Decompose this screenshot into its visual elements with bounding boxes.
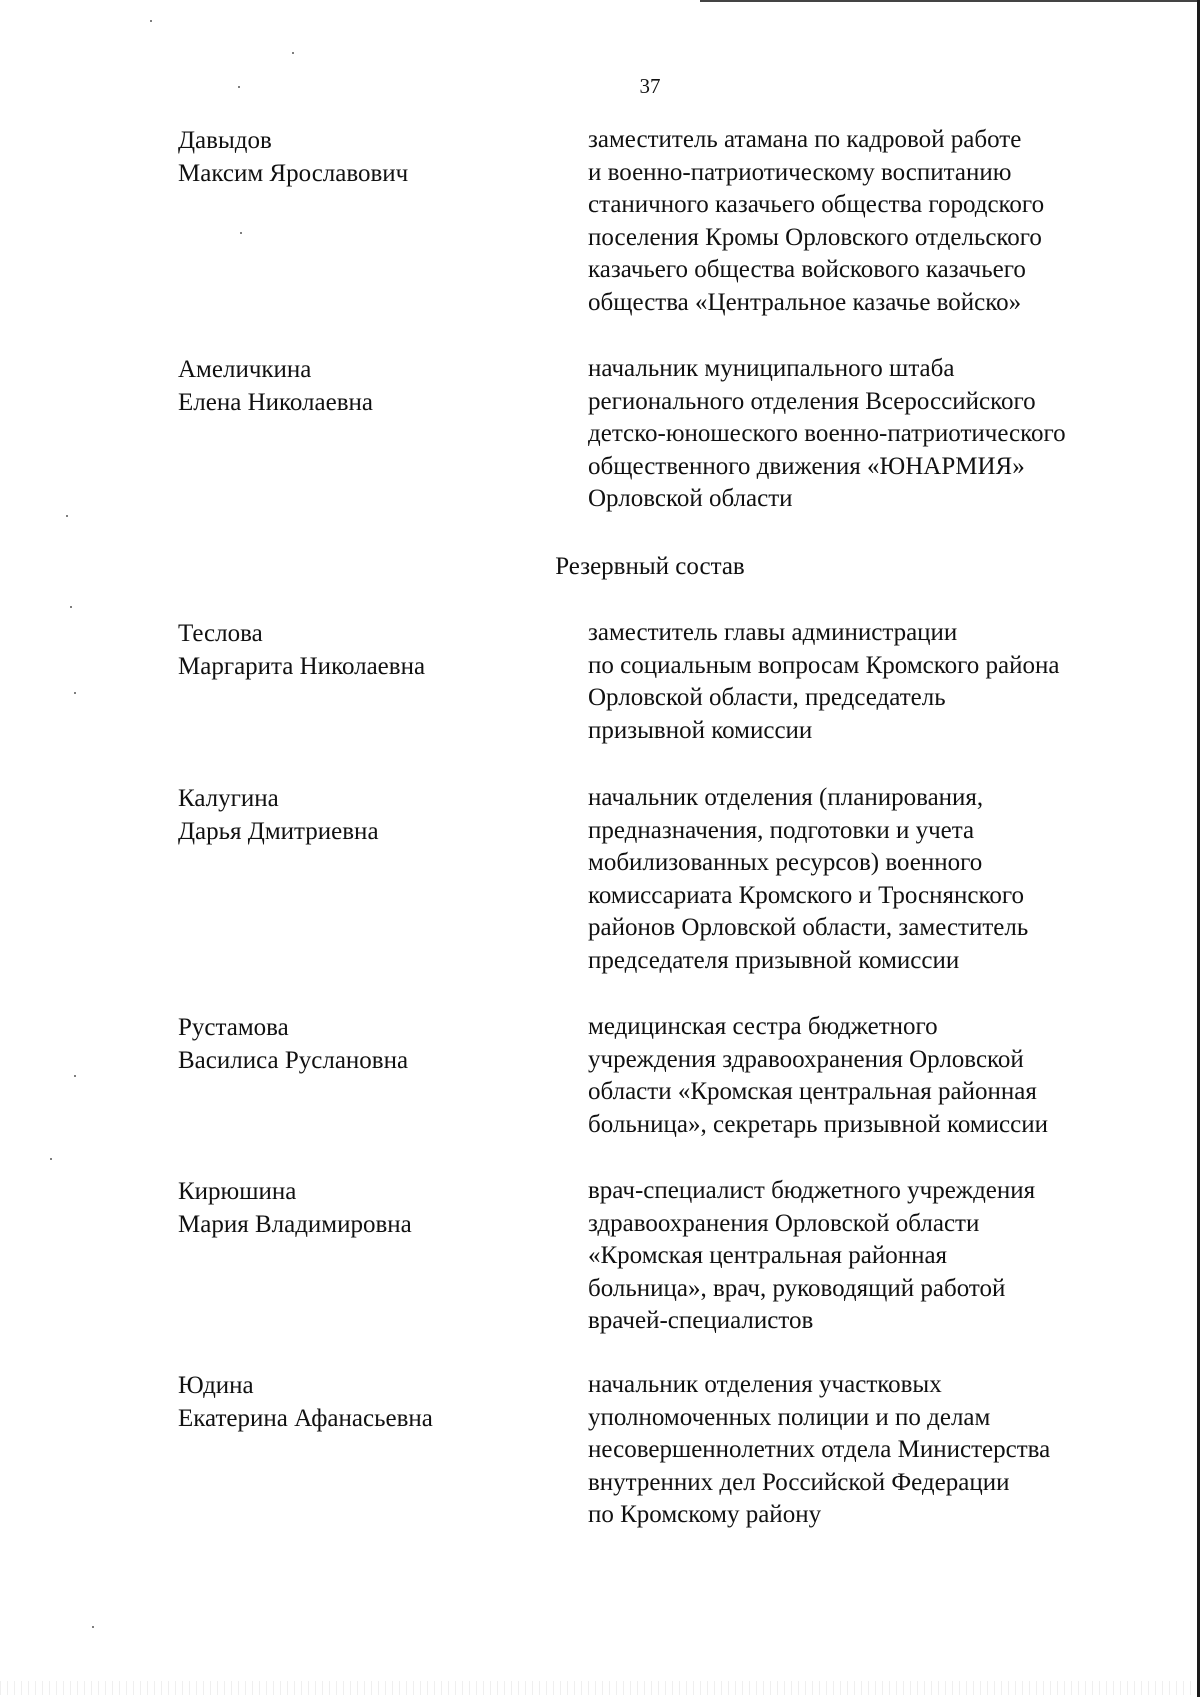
scan-speck — [70, 606, 72, 608]
member-name — [178, 782, 558, 848]
position-line: заместитель атамана по кадровой работе — [588, 126, 1022, 153]
member-surname: Калугина — [178, 785, 279, 812]
position-line: общества «Центральное казачье войско» — [588, 288, 1022, 316]
member-name — [178, 1369, 558, 1435]
member-name — [178, 617, 558, 683]
scan-speck — [74, 1075, 76, 1077]
scan-speck — [150, 20, 152, 22]
member-position — [588, 617, 1148, 747]
position-line: районов Орловской области, заместитель — [588, 914, 1029, 942]
member-name — [178, 353, 558, 419]
member-name — [178, 1011, 558, 1077]
member-name — [178, 124, 558, 190]
position-line: станичного казачьего общества городского — [588, 191, 1045, 219]
position-line: Орловской области, председатель — [588, 684, 946, 712]
member-given-names: Дарья Дмитриевна — [178, 818, 379, 845]
member-given-names: Екатерина Афанасьевна — [178, 1405, 433, 1432]
scan-top-edge — [700, 0, 1200, 2]
position-line: детско-юношеского военно-патриотического — [588, 420, 1066, 448]
member-position — [588, 353, 1148, 516]
position-line: начальник отделения участковых — [588, 1371, 942, 1398]
position-line: заместитель главы администрации — [588, 619, 958, 646]
member-given-names: Мария Владимировна — [178, 1211, 412, 1238]
position-line: и военно-патриотическому воспитанию — [588, 158, 1012, 186]
position-line: внутренних дел Российской Федерации — [588, 1468, 1010, 1496]
section-title: Резервный состав — [555, 553, 745, 580]
scan-speck — [240, 232, 242, 234]
scan-speck — [66, 515, 68, 517]
position-line: врач-специалист бюджетного учреждения — [588, 1177, 1036, 1204]
position-line: области «Кромская центральная районная — [588, 1078, 1037, 1106]
position-line: начальник муниципального штаба — [588, 355, 955, 382]
member-surname: Давыдов — [178, 127, 272, 154]
scan-speck — [238, 86, 240, 88]
position-line: председателя призывной комиссии — [588, 946, 960, 974]
position-line: врачей-специалистов — [588, 1307, 814, 1335]
member-surname: Теслова — [178, 620, 263, 647]
position-line: «Кромская центральная районная — [588, 1242, 948, 1270]
position-line: регионального отделения Всероссийского — [588, 387, 1036, 415]
position-line: казачьего общества войскового казачьего — [588, 256, 1026, 284]
member-given-names: Василиса Руслановна — [178, 1047, 409, 1074]
position-line: комиссариата Кромского и Троснянского — [588, 881, 1024, 909]
member-given-names: Елена Николаевна — [178, 389, 373, 416]
scan-speck — [74, 692, 76, 694]
scan-speck — [292, 52, 294, 54]
member-position — [588, 1011, 1148, 1141]
scan-bottom-noise — [0, 1681, 1200, 1695]
position-line: здравоохранения Орловской области — [588, 1209, 980, 1237]
member-surname: Рустамова — [178, 1014, 289, 1041]
member-name — [178, 1175, 558, 1241]
position-line: по социальным вопросам Кромского района — [588, 651, 1060, 679]
position-line: по Кромскому району — [588, 1501, 822, 1529]
member-surname: Юдина — [178, 1372, 254, 1399]
member-surname: Амеличкина — [178, 356, 312, 383]
position-line: мобилизованных ресурсов) военного — [588, 849, 983, 877]
member-given-names: Максим Ярославович — [178, 160, 409, 187]
scan-speck — [50, 1158, 52, 1160]
member-given-names: Маргарита Николаевна — [178, 653, 426, 680]
position-line: несовершеннолетних отдела Министерства — [588, 1436, 1051, 1464]
position-line: уполномоченных полиции и по делам — [588, 1403, 991, 1431]
position-line: больница», секретарь призывной комиссии — [588, 1110, 1049, 1138]
member-position — [588, 124, 1148, 320]
position-line: Орловской области — [588, 485, 793, 513]
position-line: призывной комиссии — [588, 716, 813, 744]
position-line: поселения Кромы Орловского отдельского — [588, 223, 1042, 251]
position-line: предназначения, подготовки и учета — [588, 816, 975, 844]
position-line: учреждения здравоохранения Орловской — [588, 1045, 1024, 1073]
position-line: больница», врач, руководящий работой — [588, 1274, 1006, 1302]
scan-speck — [92, 1626, 94, 1628]
member-position — [588, 782, 1148, 978]
page-number: 37 — [639, 74, 661, 98]
position-line: общественного движения «ЮНАРМИЯ» — [588, 452, 1025, 480]
position-line: медицинская сестра бюджетного — [588, 1013, 938, 1040]
position-line: начальник отделения (планирования, — [588, 784, 984, 811]
member-surname: Кирюшина — [178, 1178, 297, 1205]
member-position — [588, 1369, 1148, 1532]
member-position — [588, 1175, 1148, 1338]
